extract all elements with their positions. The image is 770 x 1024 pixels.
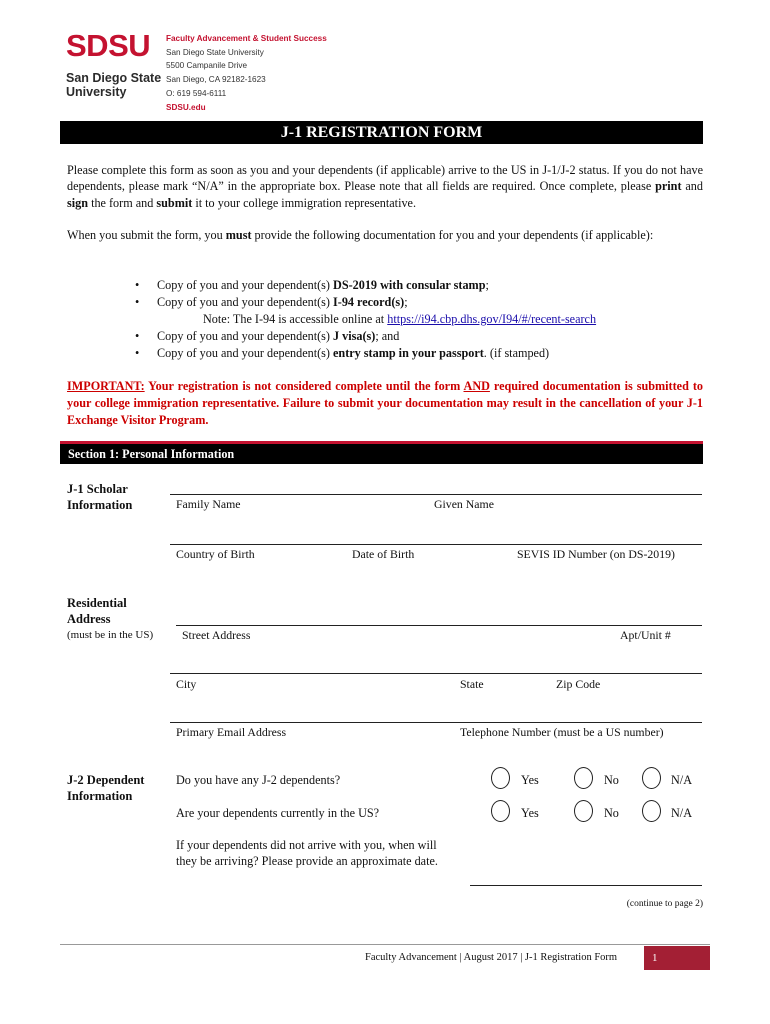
list-item (133, 294, 703, 311)
intro-bold-submit: submit (156, 195, 193, 210)
has-dependents-na-radio[interactable] (642, 767, 661, 789)
item-text: ; (404, 295, 408, 309)
country-of-birth-label: Country of Birth (176, 547, 255, 561)
label-line: Address (67, 612, 111, 626)
contact-field-line[interactable] (170, 722, 702, 723)
state-label: State (460, 677, 484, 691)
i94-link[interactable]: https://i94.cbp.dhs.gov/I94/#/recent-search (387, 312, 597, 326)
question-has-dependents: Do you have any J-2 dependents? (176, 773, 341, 787)
important-and: AND (463, 379, 490, 393)
residential-address-label (67, 595, 153, 643)
item-text: Copy of you and your dependent(s) (157, 278, 334, 292)
important-text: required documentation is submitted to your college immigration representative. Failure to submit your documentation may result in the cancellation of your J-1 Exchange Visitor Program. (67, 379, 703, 427)
given-name-label: Given Name (434, 497, 494, 511)
doc-text: provide the following documentation for you and your dependents (if applicable): (251, 228, 654, 242)
intro-bold-print: print (655, 179, 682, 194)
item-text: . (if stamped) (483, 346, 550, 360)
address-line: San Diego, CA 92182-1623 (166, 75, 266, 85)
date-of-birth-label: Date of Birth (352, 547, 415, 561)
option-yes-label: Yes (521, 806, 539, 820)
dependents-in-us-no-radio[interactable] (574, 800, 593, 822)
phone-line: O: 619 594-6111 (166, 88, 227, 98)
has-dependents-no-radio[interactable] (574, 767, 593, 789)
item-bold: J visa(s) (333, 329, 376, 343)
letterhead-address (166, 32, 327, 114)
label-line: J-2 Dependent (67, 773, 145, 787)
email-label: Primary Email Address (176, 725, 287, 739)
item-text: Copy of you and your dependent(s) (157, 346, 334, 360)
question-dependents-in-us: Are your dependents currently in the US? (176, 806, 380, 820)
logo-mark: SDSU (66, 28, 151, 63)
intro-text: Please complete this form as soon as you and your dependents (if applicable) arrive to the US in J-1/J-2 status. If you do not have dependents, please mark “N/A” in the appropriate box. Please note that all fields are required. Once complete, please (67, 163, 703, 194)
label-line: Information (67, 789, 133, 803)
intro-text: the form and (88, 195, 157, 210)
logo-university-name: San Diego State University (66, 71, 162, 99)
dependents-in-us-yes-radio[interactable] (491, 800, 510, 822)
documentation-paragraph (67, 227, 703, 243)
intro-text: and (681, 179, 703, 194)
city-field-line[interactable] (170, 673, 702, 674)
list-item (133, 277, 703, 294)
phone-label: Telephone Number (must be a US number) (460, 725, 664, 739)
city-label: City (176, 677, 197, 691)
question-arrival-date: If your dependents did not arrive with you, when will they be arriving? Please provide an approximate date. (176, 838, 438, 868)
family-name-label: Family Name (176, 497, 241, 511)
option-no-label: No (604, 806, 619, 820)
has-dependents-yes-radio[interactable] (491, 767, 510, 789)
form-title: J-1 REGISTRATION FORM (60, 121, 703, 144)
option-na-label: N/A (671, 806, 692, 820)
section-1-header: Section 1: Personal Information (60, 444, 703, 464)
list-item (133, 345, 703, 362)
address-line: 5500 Campanile Drive (166, 61, 248, 71)
address-line: San Diego State University (166, 47, 264, 57)
intro-paragraph (67, 162, 703, 211)
option-na-label: N/A (671, 773, 692, 787)
label-line: Residential (67, 596, 127, 610)
sdsu-logo (66, 30, 166, 99)
footer-text: Faculty Advancement | August 2017 | J-1 Registration Form (365, 952, 618, 963)
scholar-info-label (67, 481, 132, 513)
doc-bold-must: must (225, 228, 252, 242)
label-line: Information (67, 498, 133, 512)
street-address-label: Street Address (182, 628, 251, 642)
intro-text: it to your college immigration representative. (192, 195, 417, 210)
page-number: 1 (644, 946, 710, 970)
arrival-date-field-line[interactable] (470, 885, 702, 886)
apt-unit-label: Apt/Unit # (620, 628, 671, 642)
important-text: Your registration is not considered complete until the form (144, 379, 464, 393)
dependents-in-us-na-radio[interactable] (642, 800, 661, 822)
dependent-info-label (67, 772, 144, 804)
birth-field-line[interactable] (170, 544, 702, 545)
label-line: J-1 Scholar (67, 482, 128, 496)
label-note: (must be in the US) (67, 629, 154, 641)
i94-note (133, 311, 703, 328)
footer-divider (60, 944, 710, 945)
item-text: ; (485, 278, 489, 292)
item-text: Copy of you and your dependent(s) (157, 295, 334, 309)
item-bold: entry stamp in your passport (333, 346, 484, 360)
list-item (133, 328, 703, 345)
item-text: ; and (375, 329, 400, 343)
documentation-list (133, 277, 703, 362)
zip-code-label: Zip Code (556, 677, 601, 691)
option-yes-label: Yes (521, 773, 539, 787)
sevis-id-label: SEVIS ID Number (on DS-2019) (517, 547, 675, 561)
option-no-label: No (604, 773, 619, 787)
continue-note: (continue to page 2) (626, 899, 703, 909)
website-link[interactable]: SDSU.edu (166, 102, 206, 112)
item-bold: DS-2019 with consular stamp (333, 278, 486, 292)
item-bold: I-94 record(s) (333, 295, 405, 309)
name-field-line[interactable] (170, 494, 702, 495)
street-field-line[interactable] (176, 625, 702, 626)
doc-text: When you submit the form, you (67, 228, 226, 242)
item-text: Copy of you and your dependent(s) (157, 329, 334, 343)
intro-bold-sign: sign (67, 195, 89, 210)
department-name: Faculty Advancement & Student Success (166, 34, 327, 43)
important-label: IMPORTANT: (67, 379, 145, 393)
important-notice (67, 378, 703, 429)
note-text: Note: The I-94 is accessible online at (203, 312, 388, 326)
